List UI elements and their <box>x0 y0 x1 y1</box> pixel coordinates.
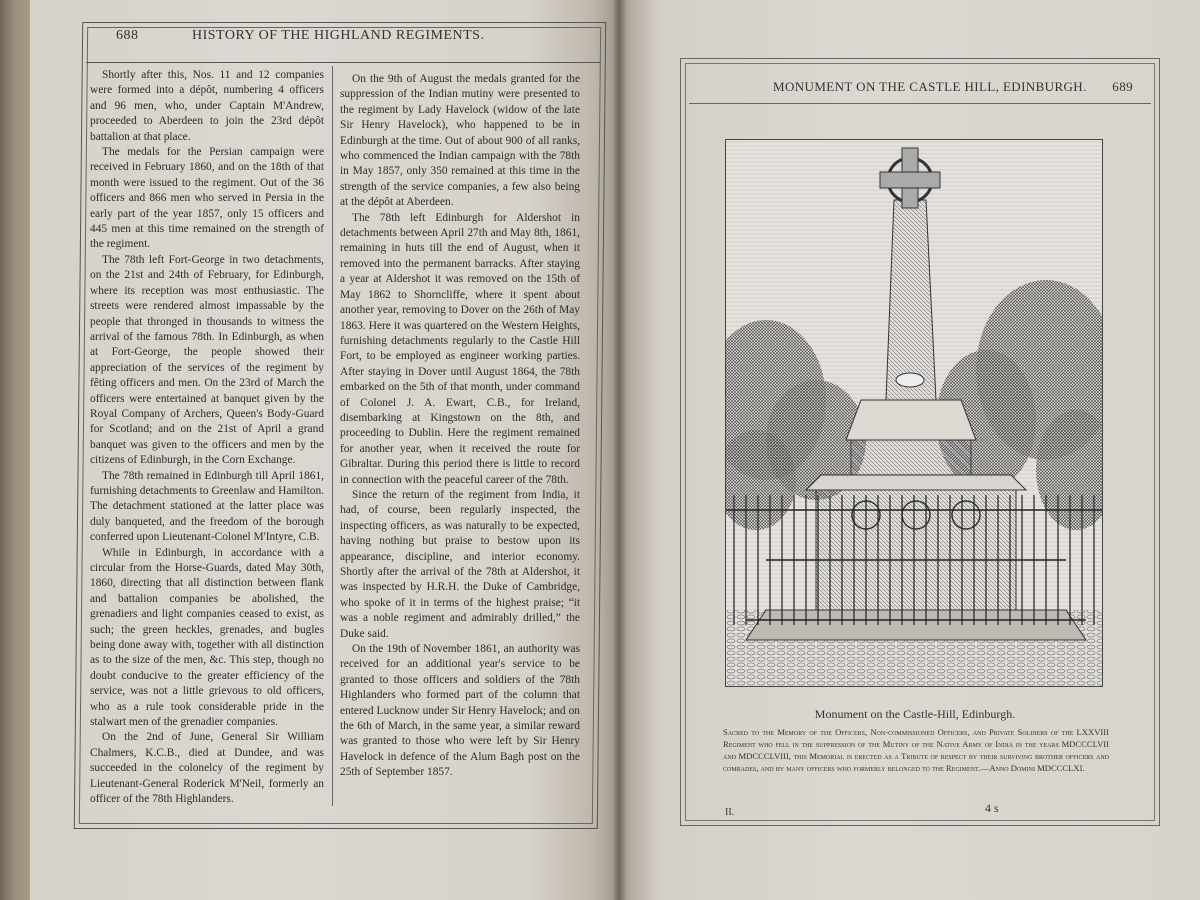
paragraph: The medals for the Persian campaign were received in February 1860, and on the 18th of that month were issued to the regiment. Out of the 36 officers and 866 men who served in Persia in the early part of the year 1857, only 15 officers and 445 men at this time remained on the strength of the regiment. <box>90 146 324 251</box>
paragraph: Shortly after this, Nos. 11 and 12 companies were formed into a dépôt, numbering 4 officers and 96 men, who, under Captain M'Andrew, proceeded to Aberdeen to join the 23rd dépôt battalion at that place. <box>90 69 324 143</box>
right-page-frame <box>680 58 1160 826</box>
paragraph: On the 2nd of June, General Sir William Chalmers, K.C.B., died at Dundee, and was succeeded in the colonelcy of the regiment by Lieutenant-General Roderick M'Neil, formerly an officer of the 78th Highlanders. <box>90 731 324 806</box>
paragraph: On the 9th of August the medals granted for the suppression of the Indian mutiny were presented to the regiment by Lady Havelock (widow of the late Sir Henry Havelock), who happened to be in Edinburgh at the time. Out of about 900 of all ranks, who commenced the Indian campaign with the 78th in May 1857, only 350 remained at this time in the strength of the service companies, a few also being at the dépôt at Aberdeen. <box>340 73 580 209</box>
right-page-content <box>620 0 1200 900</box>
left-running-head <box>116 28 586 50</box>
paragraph: While in Edinburgh, in accordance with a circular from the Horse-Guards, dated May 30th, 1860, directing that all distinction between flank and battalion companies be abolished, the grenadiers and light companies ceased to exist, as such; the green heckles, grenades, and bugles being done away with, together with all distinction as to the size of the men, &c. This step, though no doubt conducive to the greater efficiency of the service, was not a little grievous to old officers, who as a rule took considerable pride in the stalwart men of the grenadier companies. <box>90 546 324 729</box>
engraving-inscription: Sacred to the Memory of the Officers, Non-commissioned Officers, and Private Soldiers of the LXXVIII Regiment who fell in the suppression of the Mutiny of the Native Army of India in the years MDCCCLVII and MDCCCLVIII, this Memorial is erected as a Tribute of respect by their surviving brother officers and comrades, and by many officers who formerly belonged to the Regiment.—Anno Domini MDCCCLXI. <box>723 727 1109 773</box>
left-column-2 <box>340 72 580 781</box>
right-running-head <box>703 79 1133 99</box>
right-page-number: 689 <box>1112 79 1133 94</box>
paragraph: The 78th remained in Edinburgh till April 1861, furnishing detachments to Greenlaw and Hamilton. The detachment stationed at the latter place was duly banqueted, and the freedom of the borough conferred upon Lieutenant-Colonel M'Intyre, C.B. <box>90 469 324 544</box>
monument-illustration <box>726 140 1102 686</box>
left-running-title: HISTORY OF THE HIGHLAND REGIMENTS. <box>192 28 485 43</box>
paragraph: The 78th left Fort-George in two detachments, on the 21st and 24th of February, for Edinburgh, where its reception was most enthusiastic. The streets were rendered almost impassable by the people that thronged in thousands to witness the arrival of the famous 78th. In Edinburgh, as when at Fort-George, the people showed their appreciation of the services of the regiment by fêting officers and men. On the 23rd of March the officers were entertained at banquet given by the Royal Company of Archers, Queen's Body-Guard for Scotland; and on the 21st of April a grand banquet was given to the officers and men by the citizens of Edinburgh, in the Corn Exchange. <box>90 253 324 467</box>
signature-mark: II. <box>725 807 735 818</box>
left-column-1 <box>90 68 324 808</box>
left-column-rule <box>332 66 333 806</box>
right-running-title: MONUMENT ON THE CASTLE HILL, EDINBURGH. <box>773 79 1087 94</box>
paragraph: The 78th left Edinburgh for Aldershot in detachments between April 27th and May 8th, 1861, remaining in huts till the end of August, when it removed into the permanent barracks. After staying a year at Aldershot it was removed on the 15th of May 1862 to Shorncliffe, where it spent about another year, removing to Dover on the 26th of May 1863. Here it was quartered on the Western Heights, furnishing detachments regularly to the Castle Hill Fort, to be employed as engineer working parties. After staying in Dover until August 1864, the 78th embarked on the 5th of that month, under command of Colonel J. A. Ewart, C.B., for Ireland, disembarking at Kingstown on the 8th, and proceeding to Dublin. Here the regiment remained for another year, when it received the route for Gibraltar. During this period there is little to record in connection with the peaceful career of the 78th. <box>340 211 580 486</box>
paragraph: On the 19th of November 1861, an authority was received for an additional year's service to be granted to those officers and soldiers of the 78th Highlanders who formed part of the column that entered Lucknow under Sir Henry Havelock; and on the 6th of March, in the same year, a similar reward was granted to those who were left by Sir Henry Havelock in defence of the Alum Bagh post on the 25th of September 1857. <box>340 643 580 779</box>
left-header-rule <box>86 62 600 63</box>
monument-engraving <box>725 139 1103 687</box>
left-page-number: 688 <box>116 28 139 43</box>
paragraph: Since the return of the regiment from India, it had, of course, been regularly inspected, the inspecting officers, as was naturally to be expected, having nothing but praise to bestow upon its appearance, discipline, and interior economy. Shortly after the arrival of the 78th at Aldershot, it was inspected by H.R.H. the Duke of Cambridge, who spoke of it in terms of the highest praise; “it was a noble regiment and admirably drilled,” the Duke said. <box>340 488 580 640</box>
right-header-rule <box>689 103 1151 104</box>
signature-mark-number: 4 s <box>985 801 999 815</box>
engraving-caption-title: Monument on the Castle-Hill, Edinburgh. <box>814 707 1016 721</box>
left-page-content <box>78 0 608 840</box>
